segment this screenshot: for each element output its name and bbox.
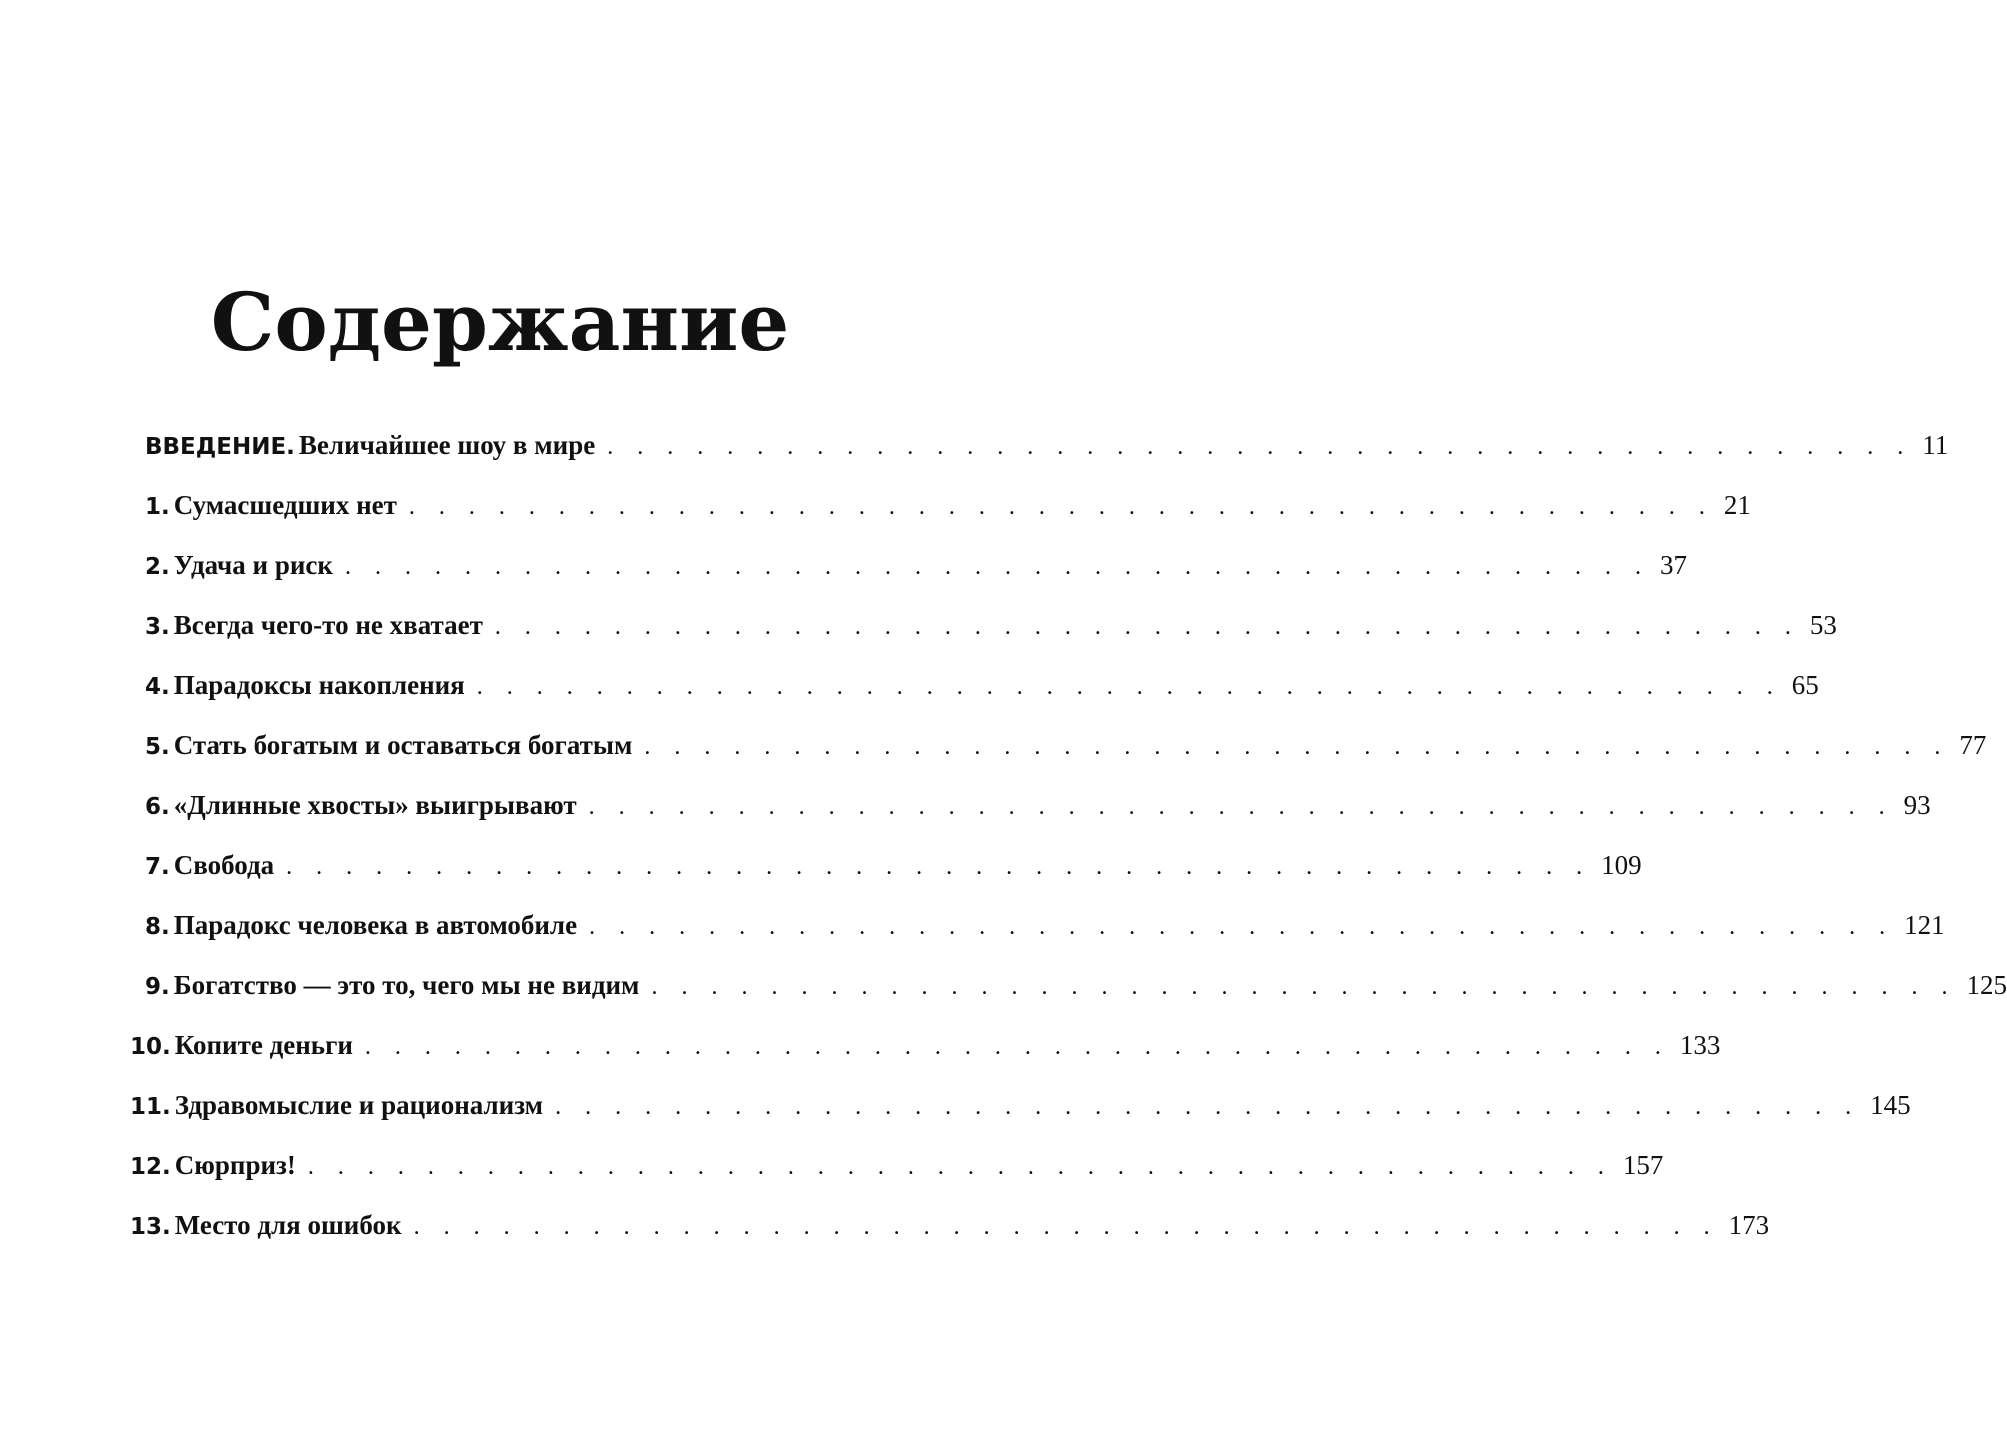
toc-entry-title: Богатство — это то, чего мы не видим bbox=[173, 970, 640, 1000]
toc-entry-page: 21 bbox=[1723, 490, 1751, 520]
toc-entry-page: 173 bbox=[1728, 1210, 1770, 1240]
toc-entry-number: 6. bbox=[145, 794, 170, 820]
dot-leader: . . . . . . . . . . . . . . . . . . . . . . . . . . . . . . . . . . . . . . . . . . . . bbox=[413, 1214, 1719, 1240]
toc-entry-number: 2. bbox=[145, 554, 170, 580]
toc-entry-title: Величайшее шоу в мире bbox=[298, 430, 596, 460]
dot-leader: . . . . . . . . . . . . . . . . . . . . . . . . . . . . . . . . . . . . . . . . . . . . bbox=[651, 974, 1957, 1000]
toc-entry-page: 125 bbox=[1966, 970, 2007, 1000]
toc-entry-title: Парадокс человека в автомобиле bbox=[173, 910, 578, 940]
toc-entry-number: 12. bbox=[130, 1154, 171, 1180]
toc-entry-number: 8. bbox=[145, 914, 170, 940]
toc-entry-number: 11. bbox=[130, 1094, 171, 1120]
toc-entry-page: 109 bbox=[1601, 850, 1642, 880]
dot-leader: . . . . . . . . . . . . . . . . . . . . . . . . . . . . . . . . . . . . . . . . . . . . bbox=[589, 914, 1895, 940]
toc-entry-12[interactable] bbox=[130, 1150, 1664, 1210]
toc-entry-intro[interactable] bbox=[145, 430, 1949, 490]
toc-entry-number: 1. bbox=[145, 494, 170, 520]
toc-entry-3[interactable] bbox=[145, 610, 1837, 670]
toc-entry-page: 157 bbox=[1622, 1150, 1664, 1180]
toc-entry-9[interactable] bbox=[145, 970, 2007, 1030]
toc-entry-page: 65 bbox=[1791, 670, 1819, 700]
toc-entry-title: Место для ошибок bbox=[174, 1210, 402, 1240]
toc-entry-4[interactable] bbox=[145, 670, 1819, 730]
toc-entry-title: «Длинные хвосты» выигрывают bbox=[173, 790, 577, 820]
dot-leader: . . . . . . . . . . . . . . . . . . . . . . . . . . . . . . . . . . . . . . . . . . . . bbox=[307, 1154, 1613, 1180]
dot-leader: . . . . . . . . . . . . . . . . . . . . . . . . . . . . . . . . . . . . . . . . . . . . bbox=[364, 1034, 1670, 1060]
toc-entry-number: 5. bbox=[145, 734, 170, 760]
toc-entry-number: 3. bbox=[145, 614, 170, 640]
toc-entry-page: 145 bbox=[1870, 1090, 1911, 1120]
toc-entry-page: 133 bbox=[1679, 1030, 1721, 1060]
toc-entry-2[interactable] bbox=[145, 550, 1687, 610]
dot-leader: . . . . . . . . . . . . . . . . . . . . . . . . . . . . . . . . . . . . . . . . . . . . bbox=[286, 854, 1592, 880]
toc-entry-title: Всегда чего-то не хватает bbox=[173, 610, 483, 640]
toc-entry-11[interactable] bbox=[130, 1090, 1911, 1150]
toc-entry-page: 11 bbox=[1922, 430, 1949, 460]
toc-entry-title: Сюрприз! bbox=[174, 1150, 296, 1180]
dot-leader: . . . . . . . . . . . . . . . . . . . . . . . . . . . . . . . . . . . . . . . . . . . . bbox=[555, 1094, 1861, 1120]
toc-entry-number: 10. bbox=[130, 1034, 171, 1060]
toc-entry-number: 7. bbox=[145, 854, 170, 880]
dot-leader: . . . . . . . . . . . . . . . . . . . . . . . . . . . . . . . . . . . . . . . . . . . . bbox=[607, 434, 1913, 460]
toc-entry-number: 4. bbox=[145, 674, 170, 700]
toc-entry-1[interactable] bbox=[145, 490, 1751, 550]
toc-entry-title: Парадоксы накопления bbox=[173, 670, 465, 700]
toc-entry-6[interactable] bbox=[145, 790, 1931, 850]
page-title: Содержание bbox=[210, 275, 790, 369]
toc-entry-title: Здравомыслие и рационализм bbox=[174, 1090, 544, 1120]
toc-entry-page: 37 bbox=[1659, 550, 1687, 580]
toc-entry-number: 9. bbox=[145, 974, 170, 1000]
dot-leader: . . . . . . . . . . . . . . . . . . . . . . . . . . . . . . . . . . . . . . . . . . . . bbox=[494, 614, 1800, 640]
toc-entry-page: 53 bbox=[1809, 610, 1837, 640]
toc-entry-page: 121 bbox=[1904, 910, 1945, 940]
toc-entry-page: 93 bbox=[1903, 790, 1931, 820]
dot-leader: . . . . . . . . . . . . . . . . . . . . . . . . . . . . . . . . . . . . . . . . . . . . bbox=[476, 674, 1782, 700]
toc-entry-page: 77 bbox=[1959, 730, 1987, 760]
dot-leader: . . . . . . . . . . . . . . . . . . . . . . . . . . . . . . . . . . . . . . . . . . . . bbox=[644, 734, 1950, 760]
toc-entry-8[interactable] bbox=[145, 910, 1945, 970]
toc-entry-number: ВВЕДЕНИЕ. bbox=[145, 434, 295, 460]
toc-entry-title: Копите деньги bbox=[174, 1030, 353, 1060]
toc-entry-title: Сумасшедших нет bbox=[173, 490, 397, 520]
toc-entry-title: Свобода bbox=[173, 850, 275, 880]
dot-leader: . . . . . . . . . . . . . . . . . . . . . . . . . . . . . . . . . . . . . . . . . . . . bbox=[344, 554, 1650, 580]
toc-entry-title: Стать богатым и оставаться богатым bbox=[173, 730, 633, 760]
dot-leader: . . . . . . . . . . . . . . . . . . . . . . . . . . . . . . . . . . . . . . . . . . . . bbox=[408, 494, 1714, 520]
toc-entry-7[interactable] bbox=[145, 850, 1642, 910]
toc-entry-13[interactable] bbox=[130, 1210, 1770, 1270]
toc-entry-5[interactable] bbox=[145, 730, 1987, 790]
dot-leader: . . . . . . . . . . . . . . . . . . . . . . . . . . . . . . . . . . . . . . . . . . . . bbox=[588, 794, 1894, 820]
toc-entry-10[interactable] bbox=[130, 1030, 1721, 1090]
toc-entry-number: 13. bbox=[130, 1214, 171, 1240]
toc-entry-title: Удача и риск bbox=[173, 550, 333, 580]
